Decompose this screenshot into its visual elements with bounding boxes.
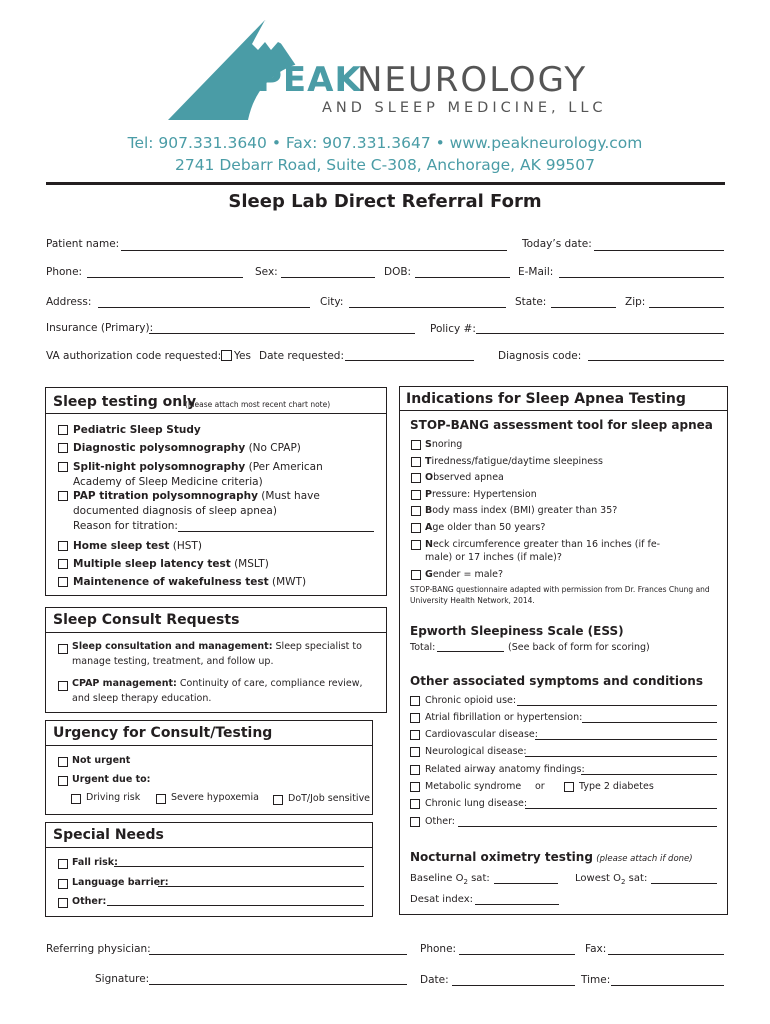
va-yes-checkbox[interactable] bbox=[221, 350, 232, 361]
footer-time-label: Time: bbox=[581, 974, 611, 986]
email-field[interactable] bbox=[559, 277, 724, 278]
cpap-management-option: CPAP management: Continuity of care, compliance review, and sleep therapy education. bbox=[72, 678, 363, 704]
va-auth-label: VA authorization code requested: bbox=[46, 350, 222, 362]
cpap-management-checkbox[interactable] bbox=[58, 681, 68, 691]
symptom-2-field[interactable] bbox=[535, 739, 717, 740]
not-urgent-checkbox[interactable] bbox=[58, 757, 68, 767]
footer-fax-label: Fax: bbox=[585, 943, 607, 955]
split-night-psg-checkbox[interactable] bbox=[58, 462, 68, 472]
header-rule bbox=[46, 182, 725, 185]
special-other-field[interactable] bbox=[107, 905, 364, 906]
language-barrier-checkbox[interactable] bbox=[58, 879, 68, 889]
stopbang-b-option: Body mass index (BMI) greater than 35? bbox=[425, 505, 618, 516]
symptom-7-field[interactable] bbox=[458, 826, 717, 827]
pediatric-sleep-study-checkbox[interactable] bbox=[58, 425, 68, 435]
symptom-7-checkbox[interactable] bbox=[410, 817, 420, 827]
language-barrier-label: Language barrier: bbox=[72, 877, 169, 888]
policy-field[interactable] bbox=[476, 333, 724, 334]
symptom-2-label: Cardiovascular disease: bbox=[425, 729, 538, 740]
driving-risk-checkbox[interactable] bbox=[71, 794, 81, 804]
insurance-field[interactable] bbox=[149, 333, 415, 334]
stopbang-a-option: Age older than 50 years? bbox=[425, 522, 546, 533]
sleep-consultation-checkbox[interactable] bbox=[58, 644, 68, 654]
symptom-1-field[interactable] bbox=[582, 722, 717, 723]
footer-date-label: Date: bbox=[420, 974, 449, 986]
dot-job-sensitive-option: DoT/Job sensitive bbox=[288, 793, 371, 804]
diagnostic-psg-option: Diagnostic polysomnography (No CPAP) bbox=[73, 442, 301, 454]
baseline-o2-field[interactable] bbox=[494, 883, 558, 884]
symptom-0-label: Chronic opioid use: bbox=[425, 695, 517, 706]
ess-title: Epworth Sleepiness Scale (ESS) bbox=[410, 624, 624, 638]
severe-hypoxemia-option: Severe hypoxemia bbox=[171, 792, 259, 803]
ess-note: (See back of form for scoring) bbox=[508, 642, 650, 653]
urgency-title: Urgency for Consult/Testing bbox=[53, 725, 273, 741]
other-symptoms-title: Other associated symptoms and conditions bbox=[410, 674, 703, 688]
symptom-3-field[interactable] bbox=[525, 756, 717, 757]
stopbang-n-checkbox[interactable] bbox=[411, 540, 421, 550]
symptom-3-checkbox[interactable] bbox=[410, 747, 420, 757]
stopbang-o-checkbox[interactable] bbox=[411, 473, 421, 483]
diagnosis-code-label: Diagnosis code: bbox=[498, 350, 582, 362]
mslt-option: Multiple sleep latency test (MSLT) bbox=[73, 558, 269, 570]
referring-physician-label: Referring physician: bbox=[46, 943, 151, 955]
insurance-label: Insurance (Primary): bbox=[46, 322, 154, 334]
footer-time-field[interactable] bbox=[611, 985, 724, 986]
mwt-option: Maintenence of wakefulness test (MWT) bbox=[73, 576, 307, 588]
stopbang-title: STOP-BANG assessment tool for sleep apnea bbox=[410, 418, 713, 432]
stopbang-g-checkbox[interactable] bbox=[411, 570, 421, 580]
symptom-5-label: Metabolic syndrome bbox=[425, 781, 522, 792]
ess-total-field[interactable] bbox=[437, 651, 504, 652]
special-other-label: Other: bbox=[72, 896, 107, 907]
symptom-0-field[interactable] bbox=[517, 705, 717, 706]
sex-label: Sex: bbox=[255, 266, 278, 278]
pediatric-sleep-study-option: Pediatric Sleep Study bbox=[73, 424, 201, 436]
signature-field[interactable] bbox=[149, 984, 407, 985]
stopbang-note-2: University Health Network, 2014. bbox=[410, 596, 535, 605]
todays-date-label: Today’s date: bbox=[522, 238, 592, 250]
symptom-2-checkbox[interactable] bbox=[410, 730, 420, 740]
ess-total-label: Total: bbox=[410, 642, 436, 653]
symptom-1-label: Atrial fibrillation or hypertension: bbox=[425, 712, 583, 723]
footer-phone-field[interactable] bbox=[459, 954, 575, 955]
stopbang-s-option: Snoring bbox=[425, 439, 463, 450]
footer-date-field[interactable] bbox=[452, 985, 575, 986]
sleep-consultation-option: Sleep consultation and management: Sleep specialist to manage testing, treatment, and follow up. bbox=[72, 641, 362, 667]
dob-field[interactable] bbox=[415, 277, 510, 278]
symptom-7-label: Other: bbox=[425, 816, 456, 827]
symptom-6-field[interactable] bbox=[525, 808, 717, 809]
phone-field[interactable] bbox=[87, 277, 243, 278]
sex-field[interactable] bbox=[281, 277, 375, 278]
titration-reason-field[interactable] bbox=[178, 531, 374, 532]
language-barrier-field[interactable] bbox=[158, 886, 364, 887]
logo-peak-text: PEAK bbox=[257, 60, 362, 100]
symptom-4-checkbox[interactable] bbox=[410, 765, 420, 775]
lowest-o2-label: Lowest $O_2$ sat: bbox=[575, 873, 648, 886]
stopbang-n-option: Neck circumference greater than 16 inches (if fe- bbox=[425, 539, 661, 550]
desat-index-label: Desat index: bbox=[410, 894, 474, 905]
fall-risk-label: Fall risk: bbox=[72, 857, 118, 868]
severe-hypoxemia-checkbox[interactable] bbox=[156, 794, 166, 804]
state-field[interactable] bbox=[551, 307, 616, 308]
stopbang-t-checkbox[interactable] bbox=[411, 457, 421, 467]
footer-phone-label: Phone: bbox=[420, 943, 457, 955]
neck-continuation: male) or 17 inches (if male)? bbox=[425, 552, 562, 563]
not-urgent-option: Not urgent bbox=[72, 755, 131, 766]
type2-diabetes-option: Type 2 diabetes bbox=[579, 781, 654, 792]
indications-title: Indications for Sleep Apnea Testing bbox=[406, 391, 686, 407]
dot-job-sensitive-checkbox[interactable] bbox=[273, 795, 283, 805]
patient-name-label: Patient name: bbox=[46, 238, 120, 250]
stopbang-g-option: Gender = male? bbox=[425, 569, 504, 580]
stopbang-b-checkbox[interactable] bbox=[411, 506, 421, 516]
sleep-consult-title: Sleep Consult Requests bbox=[53, 612, 240, 628]
address-label: Address: bbox=[46, 296, 92, 308]
sleep-testing-title-rule bbox=[45, 413, 386, 414]
mwt-checkbox[interactable] bbox=[58, 577, 68, 587]
footer-fax-field[interactable] bbox=[608, 954, 724, 955]
logo-neurology-text: NEUROLOGY bbox=[357, 60, 588, 100]
city-label: City: bbox=[320, 296, 344, 308]
baseline-o2-label: Baseline $O_2$ sat: bbox=[410, 873, 490, 886]
fall-risk-checkbox[interactable] bbox=[58, 859, 68, 869]
diagnosis-code-field[interactable] bbox=[588, 360, 724, 361]
stopbang-note-1: STOP-BANG questionnaire adapted with permission from Dr. Frances Chung and bbox=[410, 585, 710, 594]
symptom-3-label: Neurological disease: bbox=[425, 746, 527, 757]
symptom-0-checkbox[interactable] bbox=[410, 696, 420, 706]
zip-field[interactable] bbox=[649, 307, 724, 308]
stopbang-s-checkbox[interactable] bbox=[411, 440, 421, 450]
signature-label: Signature: bbox=[95, 973, 150, 985]
stopbang-o-option: Observed apnea bbox=[425, 472, 504, 483]
city-field[interactable] bbox=[349, 307, 506, 308]
urgent-due-checkbox[interactable] bbox=[58, 776, 68, 786]
zip-label: Zip: bbox=[625, 296, 646, 308]
sleep-testing-note: (Please attach most recent chart note) bbox=[185, 400, 331, 409]
symptom-4-field[interactable] bbox=[581, 774, 717, 775]
symptom-6-label: Chronic lung disease: bbox=[425, 798, 528, 809]
special-other-checkbox[interactable] bbox=[58, 898, 68, 908]
patient-name-field[interactable] bbox=[121, 250, 507, 251]
titration-reason-label: Reason for titration: bbox=[73, 520, 178, 532]
oximetry-title-line: Nocturnal oximetry testing (please attach if done) bbox=[410, 850, 693, 864]
todays-date-field[interactable] bbox=[594, 250, 724, 251]
or-label: or bbox=[535, 781, 545, 792]
va-yes-label: Yes bbox=[234, 350, 251, 362]
pap-titration-psg-checkbox[interactable] bbox=[58, 491, 68, 501]
desat-index-field[interactable] bbox=[475, 904, 559, 905]
special-needs-title: Special Needs bbox=[53, 827, 164, 843]
driving-risk-option: Driving risk bbox=[86, 792, 141, 803]
diagnostic-psg-checkbox[interactable] bbox=[58, 443, 68, 453]
urgent-due-option: Urgent due to: bbox=[72, 774, 151, 785]
fall-risk-field[interactable] bbox=[114, 866, 364, 867]
pap-titration-psg-option: PAP titration polysomnography (Must have documented diagnosis of sleep apnea) bbox=[73, 490, 320, 517]
sleep-testing-title: Sleep testing only bbox=[53, 394, 197, 410]
sleep-consult-title-rule bbox=[45, 632, 386, 633]
stopbang-t-option: Tiredness/fatigue/daytime sleepiness bbox=[425, 456, 603, 467]
phone-label: Phone: bbox=[46, 266, 83, 278]
address-line: 2741 Debarr Road, Suite C-308, Anchorage, AK 99507 bbox=[174, 156, 596, 174]
dob-label: DOB: bbox=[384, 266, 412, 278]
state-label: State: bbox=[515, 296, 547, 308]
lowest-o2-field[interactable] bbox=[651, 883, 717, 884]
indications-title-rule bbox=[399, 410, 727, 411]
home-sleep-test-checkbox[interactable] bbox=[58, 541, 68, 551]
symptom-4-label: Related airway anatomy findings: bbox=[425, 764, 585, 775]
special-needs-title-rule bbox=[45, 847, 372, 848]
address-field[interactable] bbox=[98, 307, 310, 308]
email-label: E-Mail: bbox=[518, 266, 554, 278]
logo-subtitle: AND SLEEP MEDICINE, LLC bbox=[322, 100, 607, 116]
home-sleep-test-option: Home sleep test (HST) bbox=[73, 540, 202, 552]
referring-physician-field[interactable] bbox=[149, 954, 407, 955]
symptom-1-checkbox[interactable] bbox=[410, 713, 420, 723]
type2-diabetes-checkbox[interactable] bbox=[564, 782, 574, 792]
mslt-checkbox[interactable] bbox=[58, 559, 68, 569]
urgency-title-rule bbox=[45, 745, 372, 746]
form-title: Sleep Lab Direct Referral Form bbox=[228, 191, 542, 212]
stopbang-p-checkbox[interactable] bbox=[411, 490, 421, 500]
date-requested-label: Date requested: bbox=[259, 350, 345, 362]
stopbang-p-option: Pressure: Hypertension bbox=[425, 489, 537, 500]
contact-line: Tel: 907.331.3640 • Fax: 907.331.3647 • www.peakneurology.com bbox=[127, 134, 643, 152]
symptom-5-checkbox[interactable] bbox=[410, 782, 420, 792]
symptom-6-checkbox[interactable] bbox=[410, 799, 420, 809]
date-requested-field[interactable] bbox=[345, 360, 474, 361]
split-night-psg-option: Split-night polysomnography (Per American Academy of Sleep Medicine criteria) bbox=[73, 461, 323, 488]
policy-label: Policy #: bbox=[430, 323, 476, 335]
stopbang-a-checkbox[interactable] bbox=[411, 523, 421, 533]
